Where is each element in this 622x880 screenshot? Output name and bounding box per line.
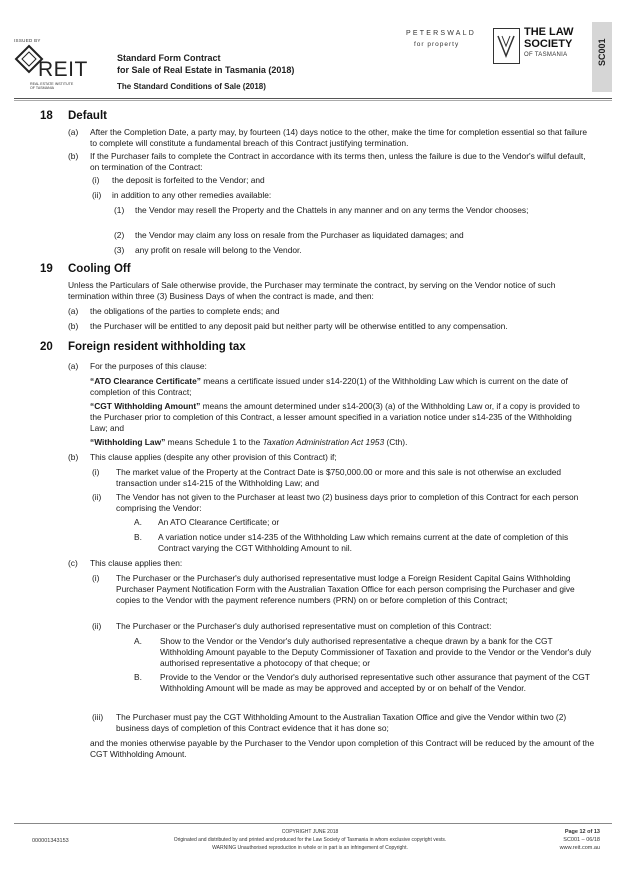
document-number: 000001343153 xyxy=(32,838,69,844)
clause-20b-i: The market value of the Property at the Contract Date is $750,000.00 or more and this sale is not otherwise an excluded transaction under s14-215 of the Withholding Law; and xyxy=(116,467,562,488)
law-society-subtext: OF TASMANIA xyxy=(524,52,568,58)
law-society-crest-icon xyxy=(493,28,520,64)
section-20-heading: 20 Foreign resident withholding tax xyxy=(40,341,246,353)
clause-18b-ii-3: any profit on resale will belong to the Vendor. xyxy=(135,245,302,255)
page-number: Page 12 of 13 xyxy=(564,829,600,835)
clause-label: B. xyxy=(134,532,142,542)
clause-20c: This clause applies then: xyxy=(90,558,183,568)
clause-label: (2) xyxy=(114,230,125,240)
document-subtitle: The Standard Conditions of Sale (2018) xyxy=(117,82,266,91)
clause-20b: This clause applies (despite any other provision of this Contract) if; xyxy=(90,452,337,462)
clause-19-intro: Unless the Particulars of Sale otherwise provide, the Purchaser may terminate the contract, by serving on the Vendor notice of such termination within three (3) Business Days of when the contract is made, and then: xyxy=(68,280,556,301)
clause-20c-i: The Purchaser or the Purchaser's duly authorised representative must lodge a Foreign Resident Capital Gains Withholding Purchaser Payment Notification Form with the Australian Taxation Office for each person comprising the Purchaser and give copies to the Vendor with the payment reference numbers (PRN) on or before completion of this Contract; xyxy=(116,573,575,605)
clause-20b-ii-A: An ATO Clearance Certificate; or xyxy=(158,517,280,527)
clause-20b-ii: The Vendor has not given to the Purchaser at least two (2) business days prior to completion of this Contract for each person comprising the Vendor: xyxy=(116,492,579,513)
clause-20c-ii-B: Provide to the Vendor or the Vendor's duly authorised representative such other assurance that payment of the CGT Withholding Amount will be made as may be approved and accepted by or on behalf of the Vendor. xyxy=(160,672,590,693)
footer-divider xyxy=(14,823,612,824)
clause-label: (i) xyxy=(92,573,100,583)
clause-19a: the obligations of the parties to complete ends; and xyxy=(90,306,280,316)
clause-20c-ii-A: Show to the Vendor or the Vendor's duly authorised representative a cheque drawn by a bank for the CGT Withholding Amount payable to the Deputy Commissioner of Taxation and provide to the Vendor or the Vendor's duly authorised representative a photocopy of that cheque; or xyxy=(160,636,592,668)
clause-label: (3) xyxy=(114,245,125,255)
clause-19b: the Purchaser will be entitled to any deposit paid but neither party will be otherwise entitled to any compensation. xyxy=(90,321,508,331)
clause-label: A. xyxy=(134,636,142,646)
clause-label: (1) xyxy=(114,205,125,215)
issued-by-label: ISSUED BY xyxy=(14,38,41,43)
header-divider-secondary xyxy=(14,100,612,101)
law-society-logo-text: THE LAW SOCIETY xyxy=(524,26,574,50)
clause-18b-ii: in addition to any other remedies available: xyxy=(112,190,272,200)
document-code: SC001 xyxy=(597,38,607,66)
form-code: SC001 – 06/18 xyxy=(563,837,600,843)
clause-label: A. xyxy=(134,517,142,527)
clause-label: (a) xyxy=(68,361,79,371)
clause-label: (ii) xyxy=(92,621,102,631)
clause-20c-ii: The Purchaser or the Purchaser's duly authorised representative must on completion of this Contract: xyxy=(116,621,492,631)
copyright-notice: COPYRIGHT JUNE 2018 Originated and distributed by and printed and produced for the Law Society of Tasmania in whom exclusive copyright vests. WARNING Unauthorised reproduction in whole or in part is an infringement of Copyright. xyxy=(173,829,447,851)
clause-label: (c) xyxy=(68,558,78,568)
clause-20a: For the purposes of this clause: xyxy=(90,361,207,371)
clause-18b: If the Purchaser fails to complete the Contract in accordance with its terms then, unless the failure is due to the Vendor's wilful default, on termination of the Contract: xyxy=(90,151,586,172)
definition-cgt-withholding: “CGT Withholding Amount” means the amount determined under s14-200(3) (a) of the Withholding Law or, if a copy is provided to the Purchaser prior to completion of this Contract, a lesser amount specified in a variation notice under s14-235 of the Withholding Law; and xyxy=(90,401,580,433)
website-link[interactable]: www.reit.com.au xyxy=(559,845,600,851)
clause-label: (ii) xyxy=(92,190,102,200)
clause-label: (b) xyxy=(68,151,79,161)
clause-label: (a) xyxy=(68,306,79,316)
reit-logo-text: REIT xyxy=(38,58,88,81)
clause-20-closing: and the monies otherwise payable by the Purchaser to the Vendor upon completion of this Contract will be reduced by the amount of the CGT Withholding Amount. xyxy=(90,738,595,759)
clause-label: (b) xyxy=(68,321,79,331)
clause-20b-ii-B: A variation notice under s14-235 of the Withholding Law which remains current at the date of completion of this Contract varying the CGT Withholding Amount to nil. xyxy=(158,532,569,553)
document-title: Standard Form Contract for Sale of Real Estate in Tasmania (2018) xyxy=(117,53,295,75)
clause-20c-iii: The Purchaser must pay the CGT Withholding Amount to the Australian Taxation Office and give the Vendor within two (2) business days of completion of this Contract evidence that it has done so; xyxy=(116,712,567,733)
clause-label: (iii) xyxy=(92,712,104,722)
clause-18b-i: the deposit is forfeited to the Vendor; and xyxy=(112,175,265,185)
section-19-heading: 19 Cooling Off xyxy=(40,263,131,275)
page-info xyxy=(528,828,600,852)
clause-18a: After the Completion Date, a party may, by fourteen (14) days notice to the other, make the time for completion essential so that failure to complete will constitute a fundamental breach of this Contract justifying termination. xyxy=(90,127,588,148)
clause-label: (a) xyxy=(68,127,79,137)
header-divider xyxy=(14,98,612,99)
definition-ato-clearance: “ATO Clearance Certificate” means a certificate issued under s14-220(1) of the Withholding Law which is current on the date of completion of this Contract; xyxy=(90,376,568,397)
clause-label: B. xyxy=(134,672,142,682)
clause-18b-ii-2: the Vendor may claim any loss on resale from the Purchaser as liquidated damages; and xyxy=(135,230,464,240)
peterswald-logo: PETERSWALD xyxy=(406,30,476,37)
definition-withholding-law: “Withholding Law” means Schedule 1 to the Taxation Administration Act 1953 (Cth). xyxy=(90,437,408,447)
clause-label: (i) xyxy=(92,467,100,477)
section-18-heading: 18 Default xyxy=(40,110,107,122)
clause-label: (ii) xyxy=(92,492,102,502)
clause-label: (i) xyxy=(92,175,100,185)
reit-subtext: REAL ESTATE INSTITUTE OF TASMANIA xyxy=(30,82,74,90)
clause-18b-ii-1: the Vendor may resell the Property and the Chattels in any manner and on any terms the Vendor chooses; xyxy=(135,205,529,215)
peterswald-tagline: for property xyxy=(414,41,460,48)
clause-label: (b) xyxy=(68,452,79,462)
